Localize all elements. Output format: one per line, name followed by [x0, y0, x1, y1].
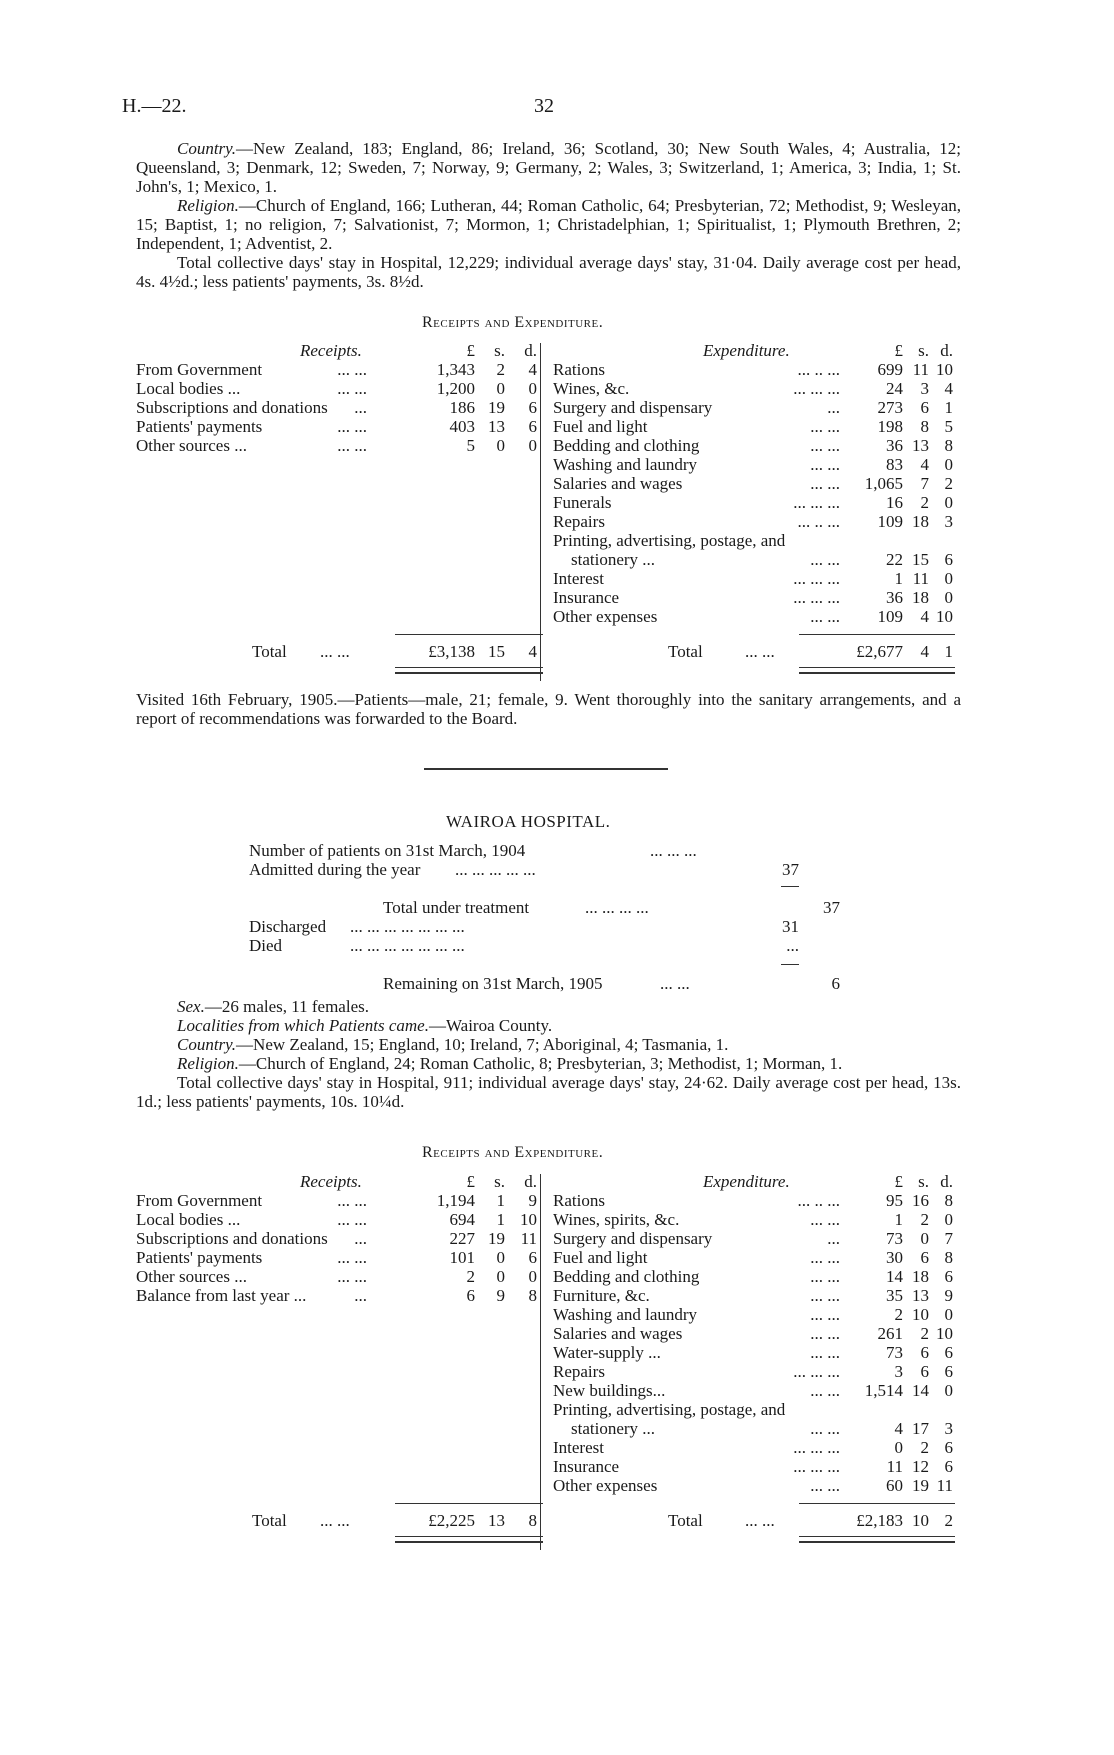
- receipt-pence: 4: [528, 360, 537, 379]
- expenditure-pounds: 4: [894, 1419, 903, 1438]
- leader-dots: ... ...: [337, 379, 367, 398]
- country-label: Country.: [177, 139, 237, 158]
- receipt-pence: 10: [520, 1210, 537, 1229]
- subtotal-rule: [395, 1503, 543, 1504]
- receipt-pounds: 694: [449, 1210, 475, 1229]
- expenditure-pounds: 109: [877, 512, 903, 531]
- receipt-label: From Government: [136, 1191, 263, 1210]
- expenditure-pence: 6: [944, 1267, 953, 1286]
- hospital-title: WAIROA HOSPITAL.: [446, 812, 611, 831]
- leader-dots: ... ...: [337, 436, 367, 455]
- receipt-label: Local bodies ...: [136, 379, 241, 398]
- localities-text: —Wairoa County.: [428, 1016, 553, 1035]
- expenditure-shillings: 13: [912, 436, 929, 455]
- expenditure-pounds: 60: [886, 1476, 903, 1495]
- expenditure-heading: Expenditure.: [703, 341, 790, 360]
- expenditure-shillings: 11: [912, 569, 929, 588]
- leader-dots: ... ... ... ...: [585, 898, 649, 917]
- expenditure-label: Other expenses: [553, 607, 658, 626]
- receipts-heading: Receipts.: [300, 341, 362, 360]
- expenditure-pence: 10: [936, 607, 953, 626]
- expenditure-pounds: 261: [877, 1324, 903, 1343]
- expenditure-shillings: 3: [920, 379, 929, 398]
- expenditure-total-pounds: £2,677: [856, 642, 903, 661]
- expenditure-pence: 5: [944, 417, 953, 436]
- expenditure-pence: 4: [944, 379, 953, 398]
- receipt-label: From Government: [136, 360, 263, 379]
- leader-dots: ... ... ...: [793, 569, 840, 588]
- expenditure-label: Bedding and clothing: [553, 1267, 700, 1286]
- column-header-pound: £: [466, 1172, 475, 1191]
- leader-dots: ... ...: [810, 474, 840, 493]
- receipt-shillings: 1: [496, 1210, 505, 1229]
- receipt-pounds: 186: [449, 398, 475, 417]
- expenditure-pence: 11: [936, 1476, 953, 1495]
- stat-label: Died: [249, 936, 283, 955]
- expenditure-pence: 0: [944, 493, 953, 512]
- receipt-pence: 8: [528, 1286, 537, 1305]
- expenditure-shillings: 17: [912, 1419, 929, 1438]
- expenditure-label: Rations: [553, 1191, 605, 1210]
- expenditure-label: Salaries and wages: [553, 1324, 683, 1343]
- leader-dots: ... ... ...: [793, 379, 840, 398]
- column-header-d: d.: [524, 1172, 537, 1191]
- expenditure-shillings: 6: [920, 398, 929, 417]
- expenditure-pence: 6: [944, 1457, 953, 1476]
- expenditure-label: Rations: [553, 360, 605, 379]
- leader-dots: ... ... ... ... ...: [455, 860, 536, 879]
- leader-dots: ... ...: [810, 1476, 840, 1495]
- religion-label: Religion.: [177, 196, 239, 215]
- expenditure-pounds: 273: [877, 398, 903, 417]
- expenditure-pounds: 1: [894, 569, 903, 588]
- column-header-d: d.: [524, 341, 537, 360]
- stat-label: Discharged: [249, 917, 327, 936]
- receipt-pounds: 1,200: [436, 379, 475, 398]
- expenditure-shillings: 8: [920, 417, 929, 436]
- leader-dots: ...: [827, 1229, 840, 1248]
- expenditure-pence: 0: [944, 1305, 953, 1324]
- receipts-heading: Receipts.: [300, 1172, 362, 1191]
- leader-dots: ... ...: [337, 1210, 367, 1229]
- expenditure-pence: 0: [944, 1210, 953, 1229]
- expenditure-label: Furniture, &c.: [553, 1286, 650, 1305]
- column-divider: [540, 1174, 541, 1550]
- expenditure-shillings: 10: [912, 1305, 929, 1324]
- expenditure-shillings: 6: [920, 1362, 929, 1381]
- receipt-pence: 11: [520, 1229, 537, 1248]
- receipts-total-label: Total: [252, 642, 287, 661]
- subtotal-rule: [799, 1503, 955, 1504]
- expenditure-label: stationery ...: [571, 550, 656, 569]
- expenditure-pounds: 0: [894, 1438, 903, 1457]
- expenditure-shillings: 15: [912, 550, 929, 569]
- expenditure-shillings: 0: [920, 1229, 929, 1248]
- leader-dots: ... ...: [810, 436, 840, 455]
- expenditure-label: Interest: [553, 569, 604, 588]
- stat-value: 31: [782, 917, 799, 936]
- leader-dots: ... ...: [320, 1511, 350, 1530]
- expenditure-pounds: 16: [886, 493, 903, 512]
- receipt-label: Subscriptions and donations: [136, 1229, 328, 1248]
- leader-dots: ... ...: [810, 1343, 840, 1362]
- receipts-total-shillings: 15: [488, 642, 505, 661]
- leader-dots: ... ... ...: [793, 1362, 840, 1381]
- table1-title: Receipts and Expenditure.: [422, 314, 604, 331]
- expenditure-pence: 6: [944, 550, 953, 569]
- receipt-pence: 6: [528, 1248, 537, 1267]
- stat-value: 37: [782, 860, 799, 879]
- table2-title: Receipts and Expenditure.: [422, 1144, 604, 1161]
- receipt-label: Other sources ...: [136, 436, 247, 455]
- leader-dots: ... ...: [810, 1267, 840, 1286]
- stay2-paragraph: Total collective days' stay in Hospital, 911; individual average days' stay, 24·62. Daily average cost per head, 13s. 1d.; less patients' payments, 10s. 10¼d.: [136, 1073, 961, 1111]
- stat-value: 6: [831, 974, 840, 993]
- leader-dots: ... ... ... ... ... ... ...: [350, 917, 465, 936]
- leader-dots: ... ...: [810, 1324, 840, 1343]
- expenditure-pounds: 1,514: [864, 1381, 903, 1400]
- leader-dots: ... .. ...: [797, 512, 840, 531]
- leader-dots: ... ...: [337, 1267, 367, 1286]
- expenditure-label: Washing and laundry: [553, 455, 698, 474]
- leader-dots: ... ...: [810, 1305, 840, 1324]
- expenditure-pence: 8: [944, 1248, 953, 1267]
- receipt-pounds: 1,343: [436, 360, 475, 379]
- leader-dots: ... ...: [810, 417, 840, 436]
- leader-dots: ...: [827, 398, 840, 417]
- religion2-text: —Church of England, 24; Roman Catholic, 8; Presbyterian, 3; Methodist, 1; Morman, 1.: [238, 1054, 843, 1073]
- expenditure-label: Salaries and wages: [553, 474, 683, 493]
- report-reference: H.—22.: [122, 95, 187, 117]
- leader-dots: ... .. ...: [797, 1191, 840, 1210]
- expenditure-shillings: 2: [920, 1438, 929, 1457]
- expenditure-shillings: 16: [912, 1191, 929, 1210]
- country-text: —New Zealand, 183; England, 86; Ireland, 36; Scotland, 30; New South Wales, 4; Australia, 12; Queensland, 3; Denmark, 12; Sweden, 7; Norway, 9; Germany, 2; Wales, 3; Switzerland, 1; America, 3; India, 1; St. John's, 1; Mexico, 1.: [136, 139, 961, 196]
- receipt-label: Patients' payments: [136, 1248, 263, 1267]
- receipt-shillings: 19: [488, 398, 505, 417]
- stay-paragraph: Total collective days' stay in Hospital, 12,229; individual average days' stay, 31·04. Daily average cost per head, 4s. 4½d.; less patients' payments, 3s. 8½d.: [136, 253, 961, 291]
- sex-label: Sex.: [177, 997, 205, 1016]
- stat-label: Admitted during the year: [249, 860, 421, 879]
- expenditure-label: Repairs: [553, 512, 605, 531]
- leader-dots: ... ...: [337, 417, 367, 436]
- country2-text: —New Zealand, 15; England, 10; Ireland, 7; Aboriginal, 4; Tasmania, 1.: [236, 1035, 729, 1054]
- expenditure-pounds: 22: [886, 550, 903, 569]
- expenditure-pence: 8: [944, 436, 953, 455]
- receipt-shillings: 1: [496, 1191, 505, 1210]
- expenditure-pounds: 3: [894, 1362, 903, 1381]
- expenditure-shillings: 4: [920, 455, 929, 474]
- expenditure-pounds: 95: [886, 1191, 903, 1210]
- expenditure-shillings: 12: [912, 1457, 929, 1476]
- receipt-shillings: 13: [488, 417, 505, 436]
- receipt-label: Patients' payments: [136, 417, 263, 436]
- leader-dots: ... ... ...: [793, 1438, 840, 1457]
- receipt-shillings: 0: [496, 1267, 505, 1286]
- column-header-pound: £: [894, 341, 903, 360]
- receipt-pounds: 1,194: [436, 1191, 475, 1210]
- stat-label: Total under treatment: [383, 898, 530, 917]
- receipt-pounds: 6: [466, 1286, 475, 1305]
- leader-dots: ... ...: [745, 642, 775, 661]
- receipt-pounds: 2: [466, 1267, 475, 1286]
- expenditure-shillings: 6: [920, 1248, 929, 1267]
- expenditure-shillings: 18: [912, 588, 929, 607]
- page-number: 32: [534, 95, 554, 117]
- expenditure-shillings: 18: [912, 512, 929, 531]
- expenditure-pence: 1: [944, 398, 953, 417]
- leader-dots: ... ...: [810, 550, 840, 569]
- stat-label: Remaining on 31st March, 1905: [383, 974, 603, 993]
- receipt-label: Balance from last year ...: [136, 1286, 307, 1305]
- expenditure-label: Wines, &c.: [553, 379, 630, 398]
- expenditure-shillings: 14: [912, 1381, 929, 1400]
- leader-dots: ...: [354, 398, 367, 417]
- expenditure-pence: 6: [944, 1362, 953, 1381]
- expenditure-shillings: 7: [920, 474, 929, 493]
- expenditure-label: Wines, spirits, &c.: [553, 1210, 680, 1229]
- receipt-label: Subscriptions and donations: [136, 398, 328, 417]
- total-double-rule: [799, 1536, 955, 1543]
- expenditure-label: Other expenses: [553, 1476, 658, 1495]
- expenditure-pence: 3: [944, 1419, 953, 1438]
- receipt-shillings: 9: [496, 1286, 505, 1305]
- receipts-total-pounds: £2,225: [428, 1511, 475, 1530]
- expenditure-pence: 0: [944, 455, 953, 474]
- expenditure-label: Bedding and clothing: [553, 436, 700, 455]
- expenditure-label: Fuel and light: [553, 417, 648, 436]
- expenditure-shillings: 18: [912, 1267, 929, 1286]
- expenditure-pounds: 35: [886, 1286, 903, 1305]
- expenditure-pounds: 73: [886, 1343, 903, 1362]
- expenditure-pounds: 699: [877, 360, 903, 379]
- expenditure-shillings: 11: [912, 360, 929, 379]
- expenditure-pounds: 2: [894, 1305, 903, 1324]
- expenditure-label: Repairs: [553, 1362, 605, 1381]
- expenditure-pounds: 36: [886, 588, 903, 607]
- receipt-pence: 0: [528, 436, 537, 455]
- visited-note: Visited 16th February, 1905.—Patients—male, 21; female, 9. Went thoroughly into the sanitary arrangements, and a report of recommendations was forwarded to the Board.: [136, 690, 961, 728]
- leader-dots: ...: [354, 1286, 367, 1305]
- column-header-pound: £: [466, 341, 475, 360]
- column-header-s: s.: [918, 341, 929, 360]
- leader-dots: ... ... ...: [793, 588, 840, 607]
- religion-text: —Church of England, 166; Lutheran, 44; Roman Catholic, 64; Presbyterian, 72; Methodist, 9; Wesleyan, 15; Baptist, 1; no religion, 7; Salvationist, 7; Mormon, 1; Christadelphian, 1; Spiritualist, 1; Plymouth Brethren, 2; Independent, 1; Adventist, 2.: [136, 196, 961, 253]
- expenditure-label: New buildings...: [553, 1381, 666, 1400]
- receipt-pence: 6: [528, 417, 537, 436]
- expenditure-label: Insurance: [553, 1457, 620, 1476]
- receipt-pence: 0: [528, 1267, 537, 1286]
- receipt-pounds: 5: [466, 436, 475, 455]
- expenditure-total-pence: 2: [944, 1511, 953, 1530]
- expenditure-pounds: 11: [886, 1457, 903, 1476]
- leader-dots: ... ... ... ... ... ... ...: [350, 936, 465, 955]
- receipt-pence: 0: [528, 379, 537, 398]
- expenditure-pence: 10: [936, 1324, 953, 1343]
- expenditure-total-shillings: 10: [912, 1511, 929, 1530]
- leader-dots: ... ...: [810, 455, 840, 474]
- expenditure-pence: 2: [944, 474, 953, 493]
- receipt-shillings: 0: [496, 436, 505, 455]
- leader-dots: ... ...: [660, 974, 690, 993]
- expenditure-pence: 10: [936, 360, 953, 379]
- leader-dots: ... ...: [810, 607, 840, 626]
- receipts-total-shillings: 13: [488, 1511, 505, 1530]
- expenditure-shillings: 2: [920, 493, 929, 512]
- expenditure-pence: 6: [944, 1438, 953, 1457]
- expenditure-pounds: 73: [886, 1229, 903, 1248]
- leader-dots: ... ...: [810, 1248, 840, 1267]
- column-header-d: d.: [940, 341, 953, 360]
- leader-dots: ... ...: [810, 1419, 840, 1438]
- expenditure-pounds: 1: [894, 1210, 903, 1229]
- column-header-s: s.: [494, 341, 505, 360]
- expenditure-total-label: Total: [668, 642, 703, 661]
- leader-dots: ... ... ...: [793, 493, 840, 512]
- stat-value: ...: [786, 936, 799, 955]
- leader-dots: ... ...: [810, 1381, 840, 1400]
- expenditure-label: Washing and laundry: [553, 1305, 698, 1324]
- sex-text: —26 males, 11 females.: [204, 997, 369, 1016]
- receipt-label: Local bodies ...: [136, 1210, 241, 1229]
- expenditure-pounds: 198: [877, 417, 903, 436]
- column-header-s: s.: [918, 1172, 929, 1191]
- expenditure-shillings: 13: [912, 1286, 929, 1305]
- expenditure-pence: 0: [944, 588, 953, 607]
- expenditure-pounds: 24: [886, 379, 903, 398]
- leader-dots: ... ...: [810, 1210, 840, 1229]
- expenditure-pence: 3: [944, 512, 953, 531]
- stat-label: Number of patients on 31st March, 1904: [249, 841, 526, 860]
- expenditure-total-pence: 1: [944, 642, 953, 661]
- receipt-shillings: 0: [496, 379, 505, 398]
- receipt-pence: 6: [528, 398, 537, 417]
- receipt-shillings: 19: [488, 1229, 505, 1248]
- leader-dots: ... ...: [320, 642, 350, 661]
- leader-dots: ...: [354, 1229, 367, 1248]
- receipt-pounds: 403: [449, 417, 475, 436]
- expenditure-label: Printing, advertising, postage, and: [553, 1400, 786, 1419]
- expenditure-shillings: 4: [920, 607, 929, 626]
- expenditure-shillings: 6: [920, 1343, 929, 1362]
- expenditure-pence: 6: [944, 1343, 953, 1362]
- expenditure-label: Funerals: [553, 493, 612, 512]
- column-header-d: d.: [940, 1172, 953, 1191]
- receipt-pence: 9: [528, 1191, 537, 1210]
- expenditure-pence: 0: [944, 1381, 953, 1400]
- expenditure-pence: 7: [944, 1229, 953, 1248]
- expenditure-pence: 8: [944, 1191, 953, 1210]
- expenditure-pence: 0: [944, 569, 953, 588]
- stat-value: 37: [823, 898, 840, 917]
- column-header-pound: £: [894, 1172, 903, 1191]
- expenditure-total-pounds: £2,183: [856, 1511, 903, 1530]
- leader-dots: ... .. ...: [797, 360, 840, 379]
- expenditure-shillings: 2: [920, 1324, 929, 1343]
- expenditure-pounds: 14: [886, 1267, 903, 1286]
- country2-label: Country.: [177, 1035, 237, 1054]
- receipts-total-pounds: £3,138: [428, 642, 475, 661]
- expenditure-pence: 9: [944, 1286, 953, 1305]
- expenditure-label: Printing, advertising, postage, and: [553, 531, 786, 550]
- leader-dots: ... ...: [810, 1286, 840, 1305]
- expenditure-label: Interest: [553, 1438, 604, 1457]
- expenditure-pounds: 36: [886, 436, 903, 455]
- expenditure-label: Surgery and dispensary: [553, 398, 713, 417]
- leader-dots: ... ...: [337, 360, 367, 379]
- expenditure-shillings: 19: [912, 1476, 929, 1495]
- receipts-total-pence: 8: [528, 1511, 537, 1530]
- expenditure-pounds: 83: [886, 455, 903, 474]
- receipt-shillings: 0: [496, 1248, 505, 1267]
- leader-dots: ... ... ...: [650, 841, 697, 860]
- expenditure-pounds: 30: [886, 1248, 903, 1267]
- receipt-shillings: 2: [496, 360, 505, 379]
- expenditure-total-shillings: 4: [920, 642, 929, 661]
- expenditure-pounds: 1,065: [864, 474, 903, 493]
- total-double-rule: [395, 1536, 543, 1543]
- column-header-s: s.: [494, 1172, 505, 1191]
- expenditure-label: Fuel and light: [553, 1248, 648, 1267]
- expenditure-label: Surgery and dispensary: [553, 1229, 713, 1248]
- receipt-label: Other sources ...: [136, 1267, 247, 1286]
- expenditure-heading: Expenditure.: [703, 1172, 790, 1191]
- expenditure-label: Insurance: [553, 588, 620, 607]
- leader-dots: ... ...: [337, 1248, 367, 1267]
- receipts-total-label: Total: [252, 1511, 287, 1530]
- localities-label: Localities from which Patients came.: [177, 1016, 429, 1035]
- receipt-pounds: 227: [449, 1229, 475, 1248]
- leader-dots: ... ...: [337, 1191, 367, 1210]
- expenditure-label: stationery ...: [571, 1419, 656, 1438]
- expenditure-pounds: 109: [877, 607, 903, 626]
- religion2-label: Religion.: [177, 1054, 239, 1073]
- leader-dots: ... ...: [745, 1511, 775, 1530]
- expenditure-label: Water-supply ...: [553, 1343, 661, 1362]
- leader-dots: ... ... ...: [793, 1457, 840, 1476]
- expenditure-total-label: Total: [668, 1511, 703, 1530]
- expenditure-shillings: 2: [920, 1210, 929, 1229]
- receipt-pounds: 101: [449, 1248, 475, 1267]
- receipts-total-pence: 4: [528, 642, 537, 661]
